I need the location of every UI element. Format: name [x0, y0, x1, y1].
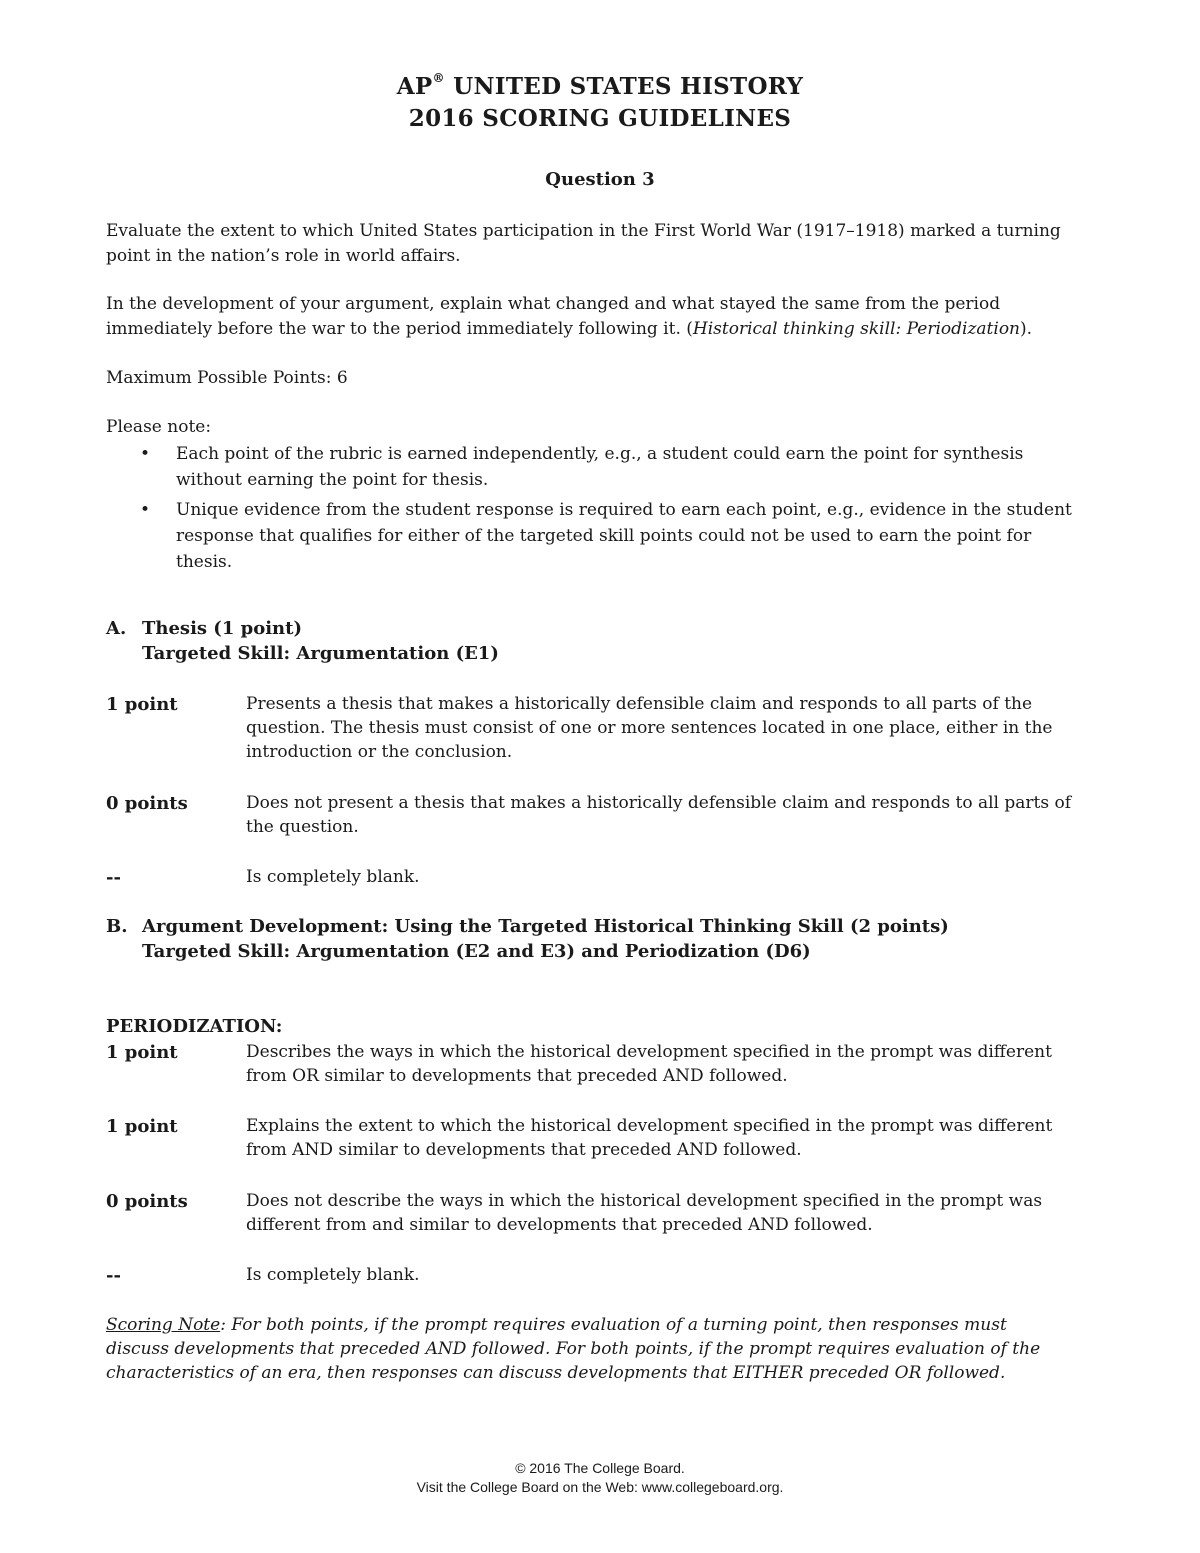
score-label: 1 point: [106, 694, 178, 715]
question-heading: Question 3: [545, 169, 655, 190]
score-description: Describes the ways in which the historical development specified in the prompt was different from OR similar to developments that preceded AND followed.: [246, 1042, 1052, 1086]
section-a-heading: [106, 616, 1096, 666]
score-label: --: [106, 867, 121, 888]
section-b-heading: [106, 914, 1096, 964]
footer-copyright: © 2016 The College Board.: [515, 1460, 685, 1476]
registered-mark: ®: [432, 71, 445, 85]
prompt-paragraph-2: In the development of your argument, explain what changed and what stayed the same from the period immediately before the war to the period immediately following it. (Historical thinking skill: Periodization).: [106, 294, 1033, 339]
score-label: 1 point: [106, 1042, 178, 1063]
section-letter: A.: [106, 618, 127, 639]
document-title-line1: AP® UNITED STATES HISTORY: [396, 71, 804, 100]
score-description: Presents a thesis that makes a historically defensible claim and responds to all parts of the question. The thesis must consist of one or more sentences located in one place, either in the introduction or the conclusion.: [246, 694, 1053, 762]
footer-website: Visit the College Board on the Web: www.collegeboard.org.: [416, 1479, 784, 1495]
score-label: 0 points: [106, 793, 188, 814]
section-skill: Targeted Skill: Argumentation (E1): [142, 643, 499, 664]
section-title: Thesis (1 point): [142, 618, 302, 639]
score-description: Is completely blank.: [246, 1265, 420, 1285]
section-skill: Targeted Skill: Argumentation (E2 and E3) and Periodization (D6): [142, 941, 811, 962]
score-description: Does not describe the ways in which the historical development specified in the prompt was different from and similar to developments that preceded AND followed.: [246, 1191, 1043, 1235]
score-description: Explains the extent to which the historical development specified in the prompt was different from AND similar to developments that preceded AND followed.: [246, 1116, 1053, 1160]
score-label: --: [106, 1265, 121, 1286]
prompt-paragraph-1: Evaluate the extent to which United States participation in the First World War (1917–1918) marked a turning point in the nation’s role in world affairs.: [106, 221, 1061, 266]
section-title: Argument Development: Using the Targeted Historical Thinking Skill (2 points): [142, 916, 949, 937]
bullet-icon: •: [140, 500, 151, 520]
score-label: 1 point: [106, 1116, 178, 1137]
section-letter: B.: [106, 916, 128, 937]
scoring-note-label: Scoring Note: [106, 1315, 221, 1335]
score-description: Is completely blank.: [246, 867, 420, 887]
periodization-heading: PERIODIZATION:: [106, 1016, 283, 1037]
bullet-icon: •: [140, 444, 151, 464]
please-note: Please note:: [106, 417, 212, 437]
max-points: Maximum Possible Points: 6: [106, 368, 348, 388]
note-bullet-text: Each point of the rubric is earned independently, e.g., a student could earn the point for synthesis without earning the point for thesis.: [176, 444, 1024, 490]
score-description: Does not present a thesis that makes a historically defensible claim and responds to all parts of the question.: [246, 793, 1072, 837]
note-bullet-text: Unique evidence from the student response is required to earn each point, e.g., evidence in the student response that qualifies for either of the targeted skill points could not be used to earn the point for thesis.: [176, 500, 1072, 572]
score-label: 0 points: [106, 1191, 188, 1212]
document-title-line2: 2016 SCORING GUIDELINES: [408, 105, 792, 132]
skill-italic: Historical thinking skill: Periodization: [692, 319, 1021, 339]
scoring-note: Scoring Note: For both points, if the prompt requires evaluation of a turning point, then responses must discuss developments that preceded AND followed. For both points, if the prompt requires evaluation of the characteristics of an era, then responses can discuss developments that EITHER preceded OR followed.: [106, 1315, 1041, 1383]
